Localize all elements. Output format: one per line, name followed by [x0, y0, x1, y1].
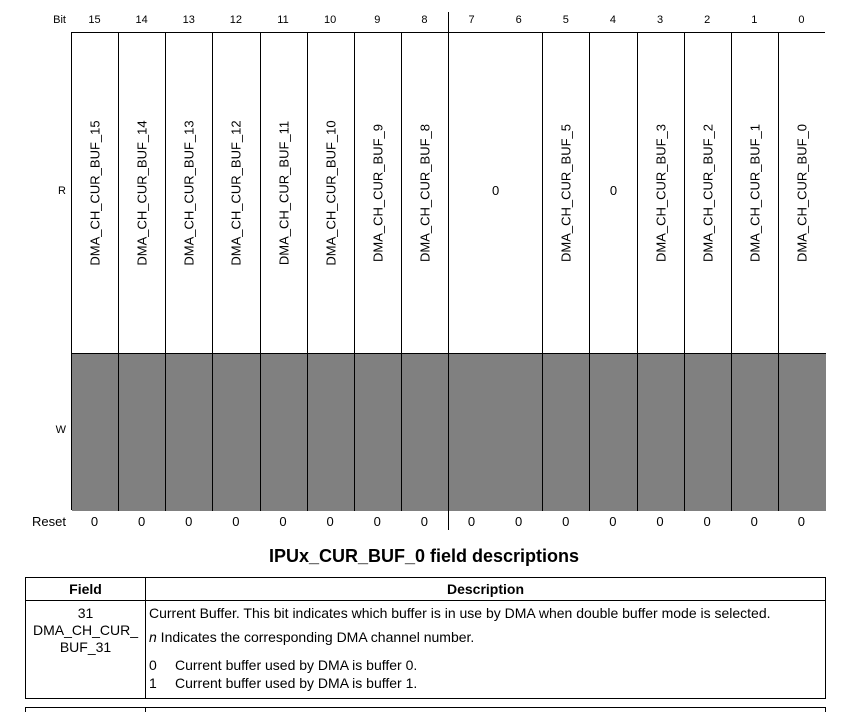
- read-field-cell: [355, 33, 402, 353]
- bit-number: 0: [798, 14, 805, 26]
- read-row-label: R: [58, 185, 66, 197]
- write-field-cell: [72, 353, 119, 511]
- description-cell: [146, 601, 826, 699]
- field-name-line2: BUF_31: [59, 639, 112, 655]
- field-label: DMA_CH_CUR_BUF_13: [181, 120, 197, 266]
- field-label: 0: [609, 183, 618, 198]
- field-label: DMA_CH_CUR_BUF_2: [700, 124, 716, 262]
- read-field-cell: [213, 33, 260, 353]
- field-label: DMA_CH_CUR_BUF_3: [653, 124, 669, 262]
- write-field-cell: [213, 353, 260, 511]
- next-row-separator: [145, 707, 146, 712]
- enum-value: 1: [149, 675, 157, 691]
- read-field-cell: [590, 33, 637, 353]
- reset-value: 0: [326, 514, 334, 529]
- enum-text: Current buffer used by DMA is buffer 0.: [175, 657, 418, 673]
- field-label: DMA_CH_CUR_BUF_0: [794, 124, 810, 262]
- reset-value: 0: [185, 514, 193, 529]
- field-label: DMA_CH_CUR_BUF_11: [276, 120, 292, 266]
- write-row-label: W: [55, 424, 66, 436]
- register-diagram: [71, 32, 825, 510]
- header-description: Description: [146, 578, 826, 601]
- table-row: [26, 601, 826, 699]
- write-field-cell: [355, 353, 402, 511]
- reset-value: 0: [750, 514, 758, 529]
- field-label: DMA_CH_CUR_BUF_15: [87, 120, 103, 266]
- reset-value: 0: [90, 514, 99, 529]
- field-label: DMA_CH_CUR_BUF_14: [134, 120, 150, 266]
- bit-number: 11: [277, 14, 289, 26]
- reset-value: 0: [373, 514, 381, 529]
- enum-entry-0: [149, 656, 822, 674]
- field-label: DMA_CH_CUR_BUF_8: [417, 124, 433, 262]
- bit-number: 4: [609, 14, 616, 26]
- write-field-cell: [402, 353, 449, 511]
- read-field-cell: [449, 33, 543, 353]
- bit-number: 2: [704, 14, 711, 26]
- field-label: DMA_CH_CUR_BUF_9: [370, 124, 386, 262]
- field-label: DMA_CH_CUR_BUF_10: [323, 120, 339, 266]
- bit-number: 14: [135, 14, 148, 26]
- read-field-cell: [72, 33, 119, 353]
- bit-header-label: Bit: [53, 14, 66, 26]
- bit-number: 15: [88, 14, 101, 26]
- note-text: Indicates the corresponding DMA channel number.: [156, 629, 475, 645]
- byte-separator-top: [448, 12, 449, 32]
- write-field-cell: [590, 353, 637, 511]
- field-label: DMA_CH_CUR_BUF_1: [747, 124, 763, 262]
- reset-value: 0: [420, 514, 428, 529]
- write-field-cell: [638, 353, 685, 511]
- bit-number: 10: [324, 14, 337, 26]
- write-field-cell: [119, 353, 166, 511]
- field-name-line1: DMA_CH_CUR_: [32, 622, 139, 638]
- description-text: Current Buffer. This bit indicates which buffer is in use by DMA when double buffer mode is selected.: [149, 605, 771, 621]
- bit-number: 3: [656, 14, 664, 26]
- enum-entry-1: [149, 674, 822, 692]
- read-field-cell: [685, 33, 732, 353]
- write-field-cell: [449, 353, 543, 511]
- read-field-cell: [543, 33, 590, 353]
- note-variable: n: [149, 629, 157, 645]
- reset-value: 0: [232, 514, 240, 529]
- table-header-row: [26, 578, 826, 601]
- reset-value: 0: [656, 514, 664, 529]
- write-field-cell: [779, 353, 826, 511]
- bit-number: 12: [229, 14, 242, 26]
- reset-value: 0: [138, 514, 146, 529]
- write-field-cell: [308, 353, 355, 511]
- read-field-cell: [732, 33, 779, 353]
- read-field-cell: [119, 33, 166, 353]
- write-field-cell: [543, 353, 590, 511]
- read-field-cell: [402, 33, 449, 353]
- field-label: DMA_CH_CUR_BUF_12: [228, 120, 244, 266]
- write-field-cell: [685, 353, 732, 511]
- write-field-cell: [166, 353, 213, 511]
- bit-number: 13: [182, 14, 195, 26]
- read-field-cell: [308, 33, 355, 353]
- read-field-cell: [261, 33, 308, 353]
- header-field: Field: [26, 578, 146, 601]
- reset-value: 0: [609, 514, 617, 529]
- field-cell: [26, 601, 146, 699]
- field-label: 0: [492, 183, 500, 198]
- read-field-cell: [779, 33, 826, 353]
- reset-row-label: Reset: [32, 514, 66, 529]
- reset-value: 0: [467, 514, 476, 529]
- read-field-cell: [166, 33, 213, 353]
- enum-text: Current buffer used by DMA is buffer 1.: [175, 675, 418, 691]
- enum-value: 0: [149, 657, 157, 673]
- read-field-cell: [638, 33, 685, 353]
- reset-value: 0: [797, 514, 805, 529]
- field-number: 31: [77, 605, 94, 621]
- bit-number: 7: [468, 14, 475, 26]
- bit-number: 8: [421, 14, 428, 26]
- field-label: DMA_CH_CUR_BUF_5: [558, 124, 574, 262]
- field-description-table: [25, 577, 826, 699]
- write-field-cell: [261, 353, 308, 511]
- write-field-cell: [732, 353, 779, 511]
- description-note: [149, 628, 822, 646]
- reset-value: 0: [703, 514, 711, 529]
- table-title: IPUx_CUR_BUF_0 field descriptions: [268, 546, 580, 566]
- reset-value: 0: [279, 514, 287, 529]
- bit-number: 6: [515, 14, 522, 26]
- bit-number: 1: [751, 14, 758, 26]
- bit-number: 9: [374, 14, 381, 26]
- bit-number: 5: [562, 14, 569, 26]
- reset-value: 0: [515, 514, 523, 529]
- reset-value: 0: [562, 514, 570, 529]
